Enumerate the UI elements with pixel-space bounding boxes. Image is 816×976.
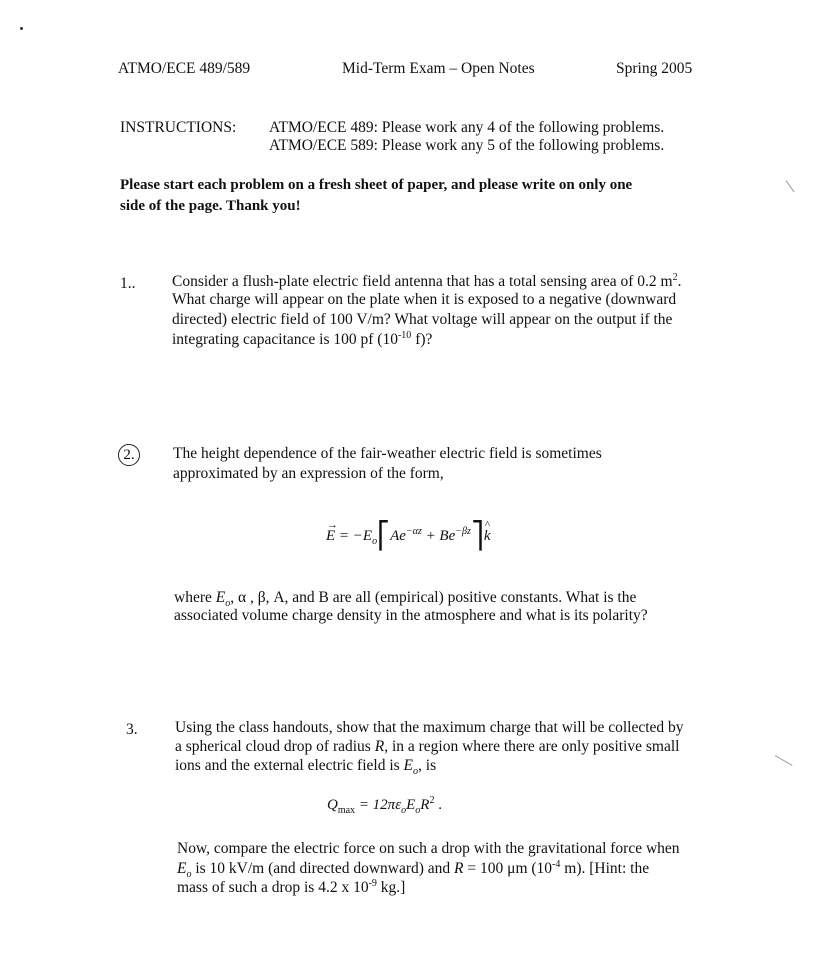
problem-1-line-2: What charge will appear on the plate when it is exposed to a negative (downward xyxy=(172,291,677,308)
problem-1-line-3: directed) electric field of 100 V/m? What voltage will appear on the output if the xyxy=(172,311,673,328)
problem-3-text-2: $E_o$ is 10 kV/m (and directed downward) and R = 100 μm ($10^{-4}$ m). [Hint: the xyxy=(177,858,650,881)
problem-1-line-1: Consider a flush-plate electric field antenna that has a total sensing area of 0.2 $m^2$. xyxy=(172,271,682,290)
problem-1-line-4: integrating capacitance is 100 pf ($10^{-10}$ f)? xyxy=(172,329,433,348)
problem-2-text-2: associated volume charge density in the atmosphere and what is its polarity? xyxy=(174,607,648,624)
notice-line-1: Please start each problem on a fresh sheet of paper, and please write on only one xyxy=(120,177,633,193)
vector-arrow-icon: → xyxy=(327,519,338,531)
instructions-line-589: ATMO/ECE 589: Please work any 5 of the following problems. xyxy=(269,137,665,154)
problem-2-line-1: The height dependence of the fair-weather electric field is sometimes xyxy=(173,445,602,462)
problem-2-line-2: approximated by an expression of the form, xyxy=(173,465,444,482)
exam-title: Mid-Term Exam – Open Notes xyxy=(342,60,535,77)
notice-line-2: side of the page. Thank you! xyxy=(120,198,301,214)
course-code: ATMO/ECE 489/589 xyxy=(118,60,251,77)
problem-1-number: 1.. xyxy=(120,275,136,292)
scan-mark xyxy=(786,180,795,192)
exam-term: Spring 2005 xyxy=(616,60,693,77)
problem-3-line-1: Using the class handouts, show that the maximum charge that will be collected by xyxy=(175,719,684,736)
problem-3-text-3: mass of such a drop is 4.2 x $10^{-9}$ kg.] xyxy=(177,877,406,896)
problem-3-number: 3. xyxy=(126,721,138,738)
problem-2-number: 2. xyxy=(118,444,140,466)
problem-2-equation: → $E = -E_o⎡Ae^{-\alpha z}$ + $Be^{-\beta z}⎤$ ^ k xyxy=(326,519,491,550)
scan-mark xyxy=(775,755,793,766)
instructions-line-489: ATMO/ECE 489: Please work any 4 of the following problems. xyxy=(269,119,665,136)
problem-3-equation: $Q_{max} = 12\pi\varepsilon_oE_oR^2$ . xyxy=(327,795,442,816)
instructions-label: INSTRUCTIONS: xyxy=(120,119,237,136)
problem-3-text-1: Now, compare the electric force on such a drop with the gravitational force when xyxy=(177,840,680,857)
problem-3-line-3: ions and the external electric field is $E_o$, is xyxy=(175,757,437,778)
problem-2-text-1: where $E_o$, α , β, A, and B are all (empirical) positive constants. What is the xyxy=(174,589,637,610)
hat-icon: ^ xyxy=(484,519,491,531)
scan-speck xyxy=(20,27,23,30)
problem-3-line-2: a spherical cloud drop of radius R, in a region where there are only positive small xyxy=(175,738,680,755)
